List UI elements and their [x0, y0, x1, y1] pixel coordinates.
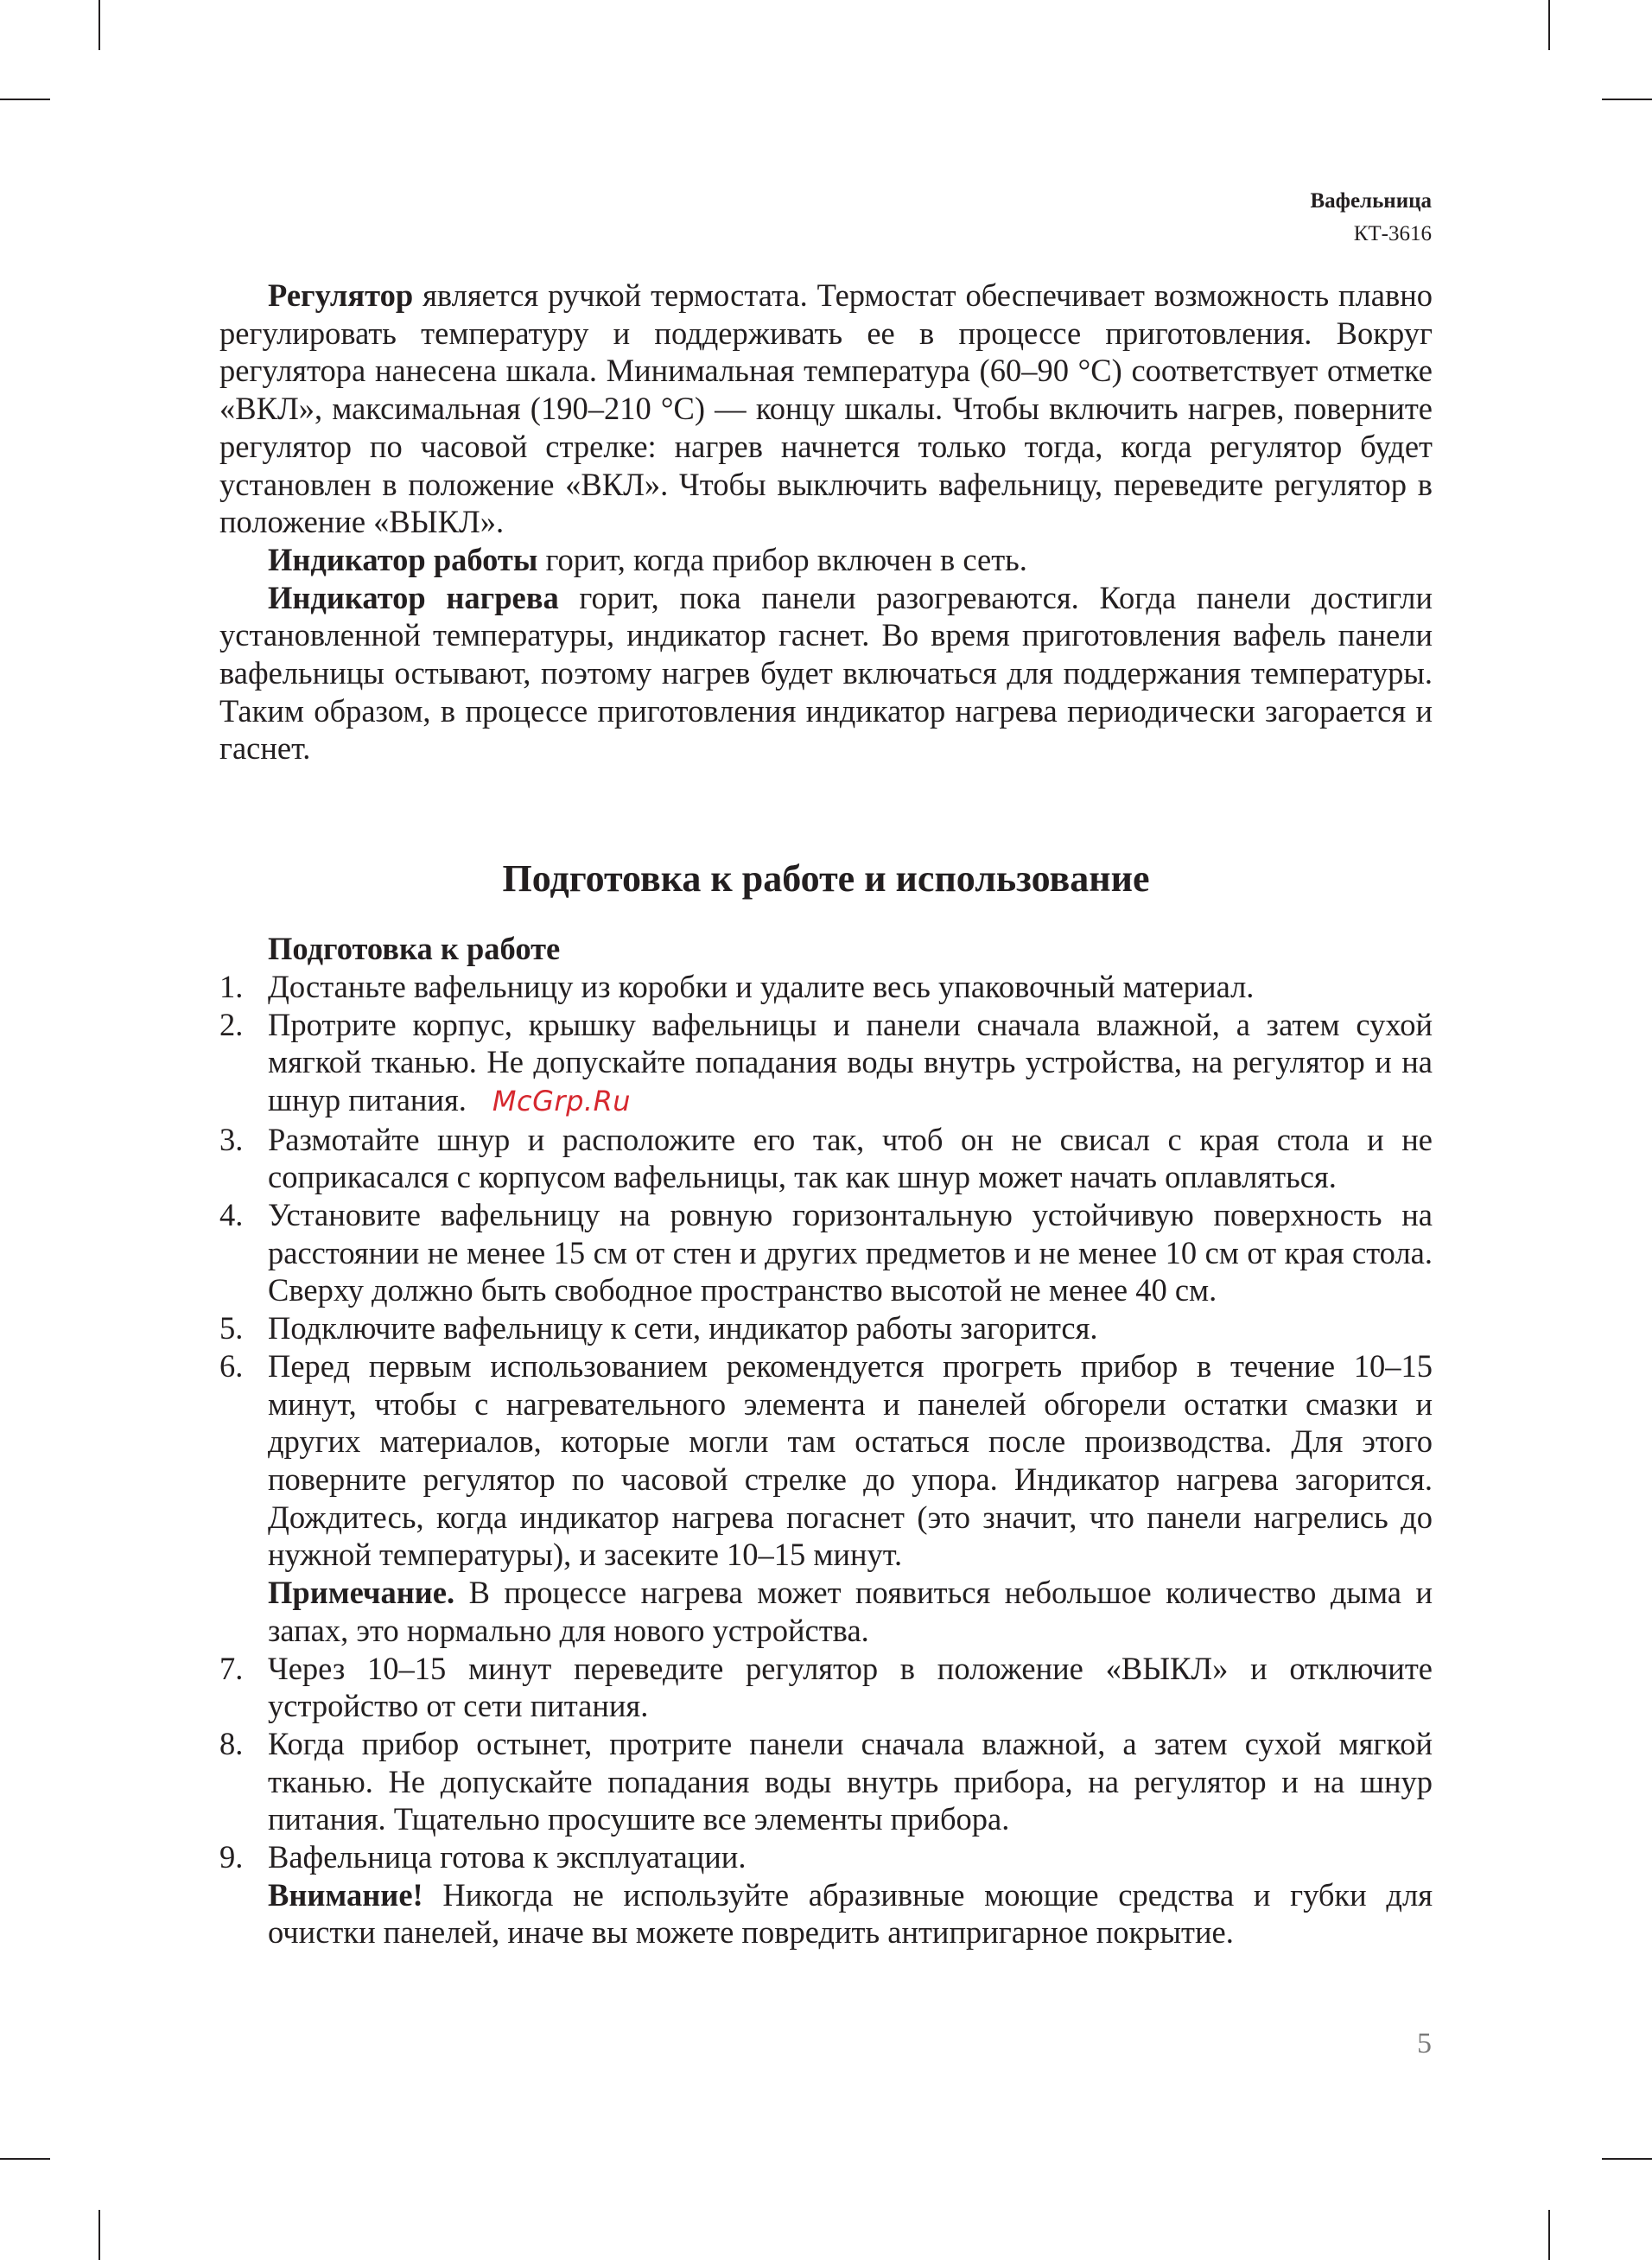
- crop-mark-bottom-right: [1548, 2210, 1550, 2260]
- step-number: 3.: [219, 1121, 244, 1157]
- paragraph-power-indicator: [219, 541, 1433, 579]
- document-body: [219, 277, 1433, 1951]
- step-text: Протрите корпус, крышку вафельницы и панели сначала влажной, а затем сухой мягкой тканью. Не допускайте попадания воды внутрь устройства, на регулятор и на шнур питания.: [268, 1006, 1433, 1117]
- crop-mark-right-top: [1602, 99, 1652, 100]
- paragraph-regulator: [219, 277, 1433, 541]
- list-item: [219, 1838, 1433, 1951]
- step-number: 7.: [219, 1650, 244, 1686]
- header-model: КТ-3616: [1353, 222, 1432, 245]
- list-item: [219, 968, 1433, 1006]
- list-item: [219, 1196, 1433, 1309]
- step-text: Установите вафельницу на ровную горизонтальную устойчивую поверхность на расстоянии не менее 15 см от стен и других предметов и не менее 10 см от края стола. Сверху должно быть свободное пространство высотой не менее 40 см.: [268, 1197, 1433, 1308]
- crop-mark-right-bottom: [1602, 2158, 1652, 2160]
- list-item: [219, 1347, 1433, 1650]
- step-text: Перед первым использованием рекомендуется прогреть прибор в течение 10–15 минут, чтобы с нагревательного элемента и панелей обгорели остатки смазки и других материалов, которые могли там остаться после производства. Для этого поверните регулятор по часовой стрелке до упора. Индикатор нагрева загорится. Дождитесь, когда индикатор нагрева погаснет (это значит, что панели нагрелись до нужной температуры), и засеките 10–15 минут.: [268, 1347, 1433, 1573]
- term-heat-indicator: Индикатор нагрева: [268, 579, 559, 615]
- term-power-indicator: Индикатор работы: [268, 541, 538, 577]
- page-number: 5: [1417, 2028, 1432, 2059]
- running-header: [1310, 185, 1432, 251]
- note: [268, 1574, 1433, 1649]
- step-text: Подключите вафельницу к сети, индикатор работы загорится.: [268, 1310, 1098, 1346]
- crop-mark-top-left: [98, 0, 100, 50]
- step-text: Достаньте вафельницу из коробки и удалите весь упаковочный материал.: [268, 968, 1255, 1004]
- step-text: Размотайте шнур и расположите его так, чтоб он не свисал с края стола и не соприкасался с корпусом вафельницы, так как шнур может начать оплавляться.: [268, 1121, 1433, 1195]
- term-regulator: Регулятор: [268, 277, 414, 313]
- paragraph-text: горит, когда прибор включен в сеть.: [537, 541, 1027, 577]
- preparation-steps: [219, 968, 1433, 1951]
- crop-mark-left-bottom: [0, 2158, 50, 2160]
- crop-mark-bottom-left: [98, 2210, 100, 2260]
- step-text: Вафельница готова к эксплуатации.: [268, 1839, 747, 1875]
- subsection-title: Подготовка к работе: [268, 931, 561, 967]
- list-item: [219, 1309, 1433, 1347]
- step-number: 1.: [219, 968, 244, 1004]
- list-item: [219, 1121, 1433, 1196]
- crop-mark-left-top: [0, 99, 50, 100]
- step-text: Через 10–15 минут переведите регулятор в положение «ВЫКЛ» и отключите устройство от сети питания.: [268, 1650, 1433, 1724]
- warning-text: Никогда не используйте абразивные моющие средства и губки для очистки панелей, иначе вы можете повредить антипригарное покрытие.: [268, 1876, 1433, 1951]
- step-number: 8.: [219, 1725, 244, 1761]
- crop-mark-top-right: [1548, 0, 1550, 50]
- paragraph-heat-indicator: [219, 579, 1433, 768]
- list-item: [219, 1650, 1433, 1725]
- list-item: [219, 1725, 1433, 1838]
- warning: [268, 1876, 1433, 1951]
- step-number: 4.: [219, 1197, 244, 1233]
- step-number: 6.: [219, 1347, 244, 1384]
- watermark: McGrp.Ru: [492, 1084, 632, 1117]
- section-title: Подготовка к работе и использование: [502, 857, 1150, 901]
- paragraph-text: горит, пока панели разогреваются. Когда панели достигли установленной температуры, индикатор гаснет. Во время приготовления вафель панели вафельницы остывают, поэтому нагрев будет включаться для поддержания температуры. Таким образом, в процессе приготовления индикатор нагрева периодически загорается и гаснет.: [219, 579, 1433, 767]
- step-number: 9.: [219, 1839, 244, 1875]
- paragraph-text: является ручкой термостата. Термостат обеспечивает возможность плавно регулировать температуру и поддерживать ее в процессе приготовления. Вокруг регулятора нанесена шкала. Минимальная температура (60–90 °С) соответствует отметке «ВКЛ», максимальная (190–210 °С) — концу шкалы. Чтобы включить нагрев, поверните регулятор по часовой стрелке: нагрев начнется только тогда, когда регулятор будет установлен в положение «ВКЛ». Чтобы выключить вафельницу, переведите регулятор в положение «ВЫКЛ».: [219, 277, 1433, 540]
- note-label: Примечание.: [268, 1575, 455, 1611]
- step-text: Когда прибор остынет, протрите панели сначала влажной, а затем сухой мягкой тканью. Не допускайте попадания воды внутрь прибора, на регулятор и на шнур питания. Тщательно просушите все элементы прибора.: [268, 1725, 1433, 1837]
- step-number: 2.: [219, 1006, 244, 1042]
- note-text: В процессе нагрева может появиться небольшое количество дыма и запах, это нормально для нового устройства.: [268, 1575, 1433, 1648]
- step-number: 5.: [219, 1310, 244, 1346]
- header-product: Вафельница: [1310, 189, 1432, 213]
- list-item: [219, 1006, 1433, 1121]
- warning-label: Внимание!: [268, 1876, 423, 1913]
